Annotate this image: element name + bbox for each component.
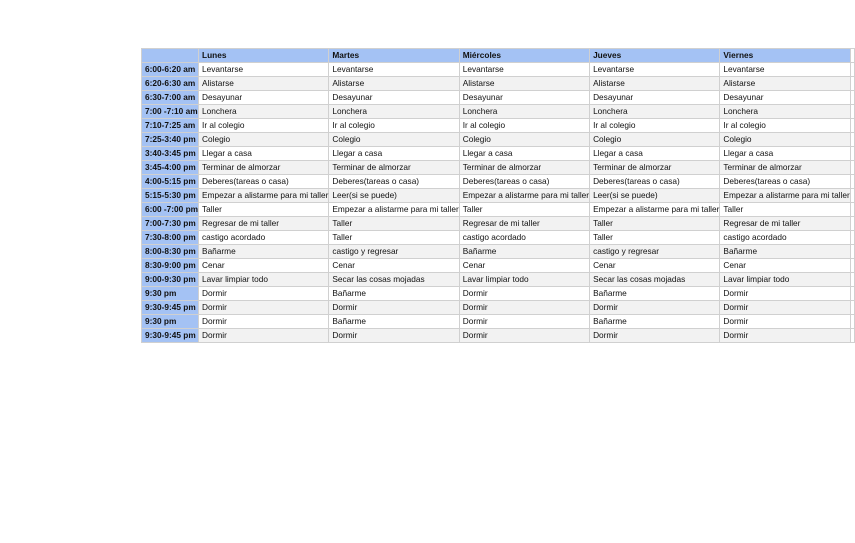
schedule-cell[interactable]: Ir al colegio [720, 119, 850, 133]
schedule-cell[interactable]: Colegio [590, 133, 720, 147]
empty-cell[interactable] [850, 105, 854, 119]
empty-header-cell[interactable] [850, 49, 854, 63]
empty-cell[interactable] [850, 63, 854, 77]
time-cell[interactable]: 9:30-9:45 pm [142, 301, 199, 315]
schedule-cell[interactable]: Llegar a casa [329, 147, 459, 161]
schedule-cell[interactable]: Dormir [199, 329, 329, 343]
schedule-cell[interactable]: Deberes(tareas o casa) [590, 175, 720, 189]
schedule-cell[interactable]: Dormir [459, 315, 589, 329]
schedule-cell[interactable]: Empezar a alistarme para mi taller [590, 203, 720, 217]
schedule-table [141, 48, 855, 343]
schedule-cell[interactable]: Dormir [459, 287, 589, 301]
schedule-cell[interactable]: Taller [329, 231, 459, 245]
time-cell[interactable]: 9:30-9:45 pm [142, 329, 199, 343]
schedule-cell[interactable]: Bañarme [720, 245, 850, 259]
schedule-cell[interactable]: Taller [329, 217, 459, 231]
table-row [142, 119, 855, 133]
schedule-cell[interactable]: Levantarse [199, 63, 329, 77]
time-cell[interactable]: 6:00 -7:00 pm [142, 203, 199, 217]
schedule-cell[interactable]: Dormir [329, 329, 459, 343]
time-cell[interactable]: 5:15-5:30 pm [142, 189, 199, 203]
schedule-cell[interactable]: Colegio [199, 133, 329, 147]
schedule-cell[interactable]: castigo y regresar [590, 245, 720, 259]
schedule-cell[interactable]: Alistarse [199, 77, 329, 91]
time-cell[interactable]: 7:00 -7:10 am [142, 105, 199, 119]
time-cell[interactable]: 6:00-6:20 am [142, 63, 199, 77]
table-row [142, 217, 855, 231]
schedule-cell[interactable]: Taller [590, 231, 720, 245]
empty-cell[interactable] [850, 175, 854, 189]
schedule-cell[interactable]: Levantarse [720, 63, 850, 77]
header-viernes[interactable]: Viernes [720, 49, 850, 63]
schedule-cell[interactable]: Llegar a casa [199, 147, 329, 161]
schedule-cell[interactable]: Desayunar [199, 91, 329, 105]
schedule-cell[interactable]: Levantarse [590, 63, 720, 77]
table-row [142, 77, 855, 91]
table-row [142, 259, 855, 273]
schedule-cell[interactable]: Llegar a casa [459, 147, 589, 161]
schedule-cell[interactable]: Lonchera [329, 105, 459, 119]
schedule-cell[interactable]: Lonchera [720, 105, 850, 119]
schedule-cell[interactable]: castigo acordado [720, 231, 850, 245]
schedule-cell[interactable]: Terminar de almorzar [590, 161, 720, 175]
schedule-cell[interactable]: Bañarme [590, 315, 720, 329]
empty-cell[interactable] [850, 91, 854, 105]
schedule-cell[interactable]: Llegar a casa [590, 147, 720, 161]
schedule-cell[interactable]: Lonchera [199, 105, 329, 119]
schedule-cell[interactable]: Dormir [199, 315, 329, 329]
time-cell[interactable]: 8:30-9:00 pm [142, 259, 199, 273]
schedule-cell[interactable]: Deberes(tareas o casa) [459, 175, 589, 189]
empty-cell[interactable] [850, 287, 854, 301]
time-cell[interactable]: 9:30 pm [142, 315, 199, 329]
empty-cell[interactable] [850, 301, 854, 315]
empty-cell[interactable] [850, 77, 854, 91]
table-row [142, 301, 855, 315]
schedule-cell[interactable]: Levantarse [329, 63, 459, 77]
schedule-cell[interactable]: Taller [590, 217, 720, 231]
schedule-cell[interactable]: Colegio [720, 133, 850, 147]
schedule-cell[interactable]: Empezar a alistarme para mi taller [459, 189, 589, 203]
schedule-cell[interactable]: Colegio [329, 133, 459, 147]
time-cell[interactable]: 9:30 pm [142, 287, 199, 301]
empty-cell[interactable] [850, 329, 854, 343]
empty-cell[interactable] [850, 161, 854, 175]
schedule-cell[interactable]: Desayunar [720, 91, 850, 105]
time-cell[interactable]: 8:00-8:30 pm [142, 245, 199, 259]
header-row [142, 49, 855, 63]
schedule-cell[interactable]: Deberes(tareas o casa) [329, 175, 459, 189]
empty-cell[interactable] [850, 259, 854, 273]
schedule-cell[interactable]: Cenar [459, 259, 589, 273]
schedule-cell[interactable]: Cenar [720, 259, 850, 273]
schedule-cell[interactable]: Lonchera [590, 105, 720, 119]
schedule-cell[interactable]: Terminar de almorzar [459, 161, 589, 175]
schedule-cell[interactable]: Terminar de almorzar [199, 161, 329, 175]
empty-cell[interactable] [850, 147, 854, 161]
schedule-cell[interactable]: Dormir [720, 287, 850, 301]
schedule-cell[interactable]: Dormir [459, 329, 589, 343]
table-row [142, 147, 855, 161]
table-row [142, 273, 855, 287]
table-row [142, 133, 855, 147]
schedule-cell[interactable]: Deberes(tareas o casa) [720, 175, 850, 189]
table-row [142, 91, 855, 105]
schedule-cell[interactable]: Ir al colegio [199, 119, 329, 133]
table-row [142, 161, 855, 175]
time-cell[interactable]: 7:25-3:40 pm [142, 133, 199, 147]
schedule-cell[interactable]: castigo acordado [459, 231, 589, 245]
schedule-cell[interactable]: Cenar [590, 259, 720, 273]
table-row [142, 245, 855, 259]
schedule-cell[interactable]: Dormir [199, 287, 329, 301]
schedule-cell[interactable]: Regresar de mi taller [720, 217, 850, 231]
time-cell[interactable]: 3:45-4:00 pm [142, 161, 199, 175]
schedule-cell[interactable]: castigo acordado [199, 231, 329, 245]
table-row [142, 63, 855, 77]
header-lunes[interactable]: Lunes [199, 49, 329, 63]
schedule-cell[interactable]: Bañarme [329, 287, 459, 301]
schedule-cell[interactable]: Desayunar [590, 91, 720, 105]
schedule-cell[interactable]: Leer(si se puede) [590, 189, 720, 203]
schedule-cell[interactable]: Dormir [720, 329, 850, 343]
schedule-cell[interactable]: Taller [720, 203, 850, 217]
schedule-cell[interactable]: Lavar limpiar todo [459, 273, 589, 287]
header-miercoles[interactable]: Miércoles [459, 49, 589, 63]
time-cell[interactable]: 7:10-7:25 am [142, 119, 199, 133]
time-cell[interactable]: 6:30-7:00 am [142, 91, 199, 105]
time-cell[interactable]: 3:40-3:45 pm [142, 147, 199, 161]
schedule-cell[interactable]: Cenar [329, 259, 459, 273]
schedule-cell[interactable]: Colegio [459, 133, 589, 147]
table-row [142, 203, 855, 217]
schedule-cell[interactable]: Bañarme [459, 245, 589, 259]
table-row [142, 175, 855, 189]
header-martes[interactable]: Martes [329, 49, 459, 63]
schedule-cell[interactable]: Taller [459, 203, 589, 217]
empty-cell[interactable] [850, 217, 854, 231]
table-row [142, 329, 855, 343]
schedule-cell[interactable]: Terminar de almorzar [329, 161, 459, 175]
schedule-cell[interactable]: Alistarse [720, 77, 850, 91]
empty-cell[interactable] [850, 315, 854, 329]
schedule-cell[interactable]: Bañarme [590, 287, 720, 301]
table-row [142, 189, 855, 203]
schedule-cell[interactable]: Lavar limpiar todo [720, 273, 850, 287]
schedule-cell[interactable]: Regresar de mi taller [459, 217, 589, 231]
schedule-cell[interactable]: Desayunar [329, 91, 459, 105]
empty-cell[interactable] [850, 203, 854, 217]
empty-cell[interactable] [850, 245, 854, 259]
schedule-cell[interactable]: Secar las cosas mojadas [329, 273, 459, 287]
schedule-cell[interactable]: Dormir [459, 301, 589, 315]
empty-cell[interactable] [850, 119, 854, 133]
schedule-cell[interactable]: Regresar de mi taller [199, 217, 329, 231]
table-row [142, 315, 855, 329]
schedule-cell[interactable]: Alistarse [329, 77, 459, 91]
time-cell[interactable]: 9:00-9:30 pm [142, 273, 199, 287]
schedule-cell[interactable]: Cenar [199, 259, 329, 273]
header-jueves[interactable]: Jueves [590, 49, 720, 63]
schedule-cell[interactable]: Leer(si se puede) [329, 189, 459, 203]
schedule-cell[interactable]: Dormir [720, 301, 850, 315]
schedule-cell[interactable]: Lonchera [459, 105, 589, 119]
table-row [142, 287, 855, 301]
corner-cell[interactable] [142, 49, 199, 63]
schedule-cell[interactable]: Empezar a alistarme para mi taller [329, 203, 459, 217]
schedule-cell[interactable]: Dormir [199, 301, 329, 315]
schedule-cell[interactable]: Ir al colegio [590, 119, 720, 133]
schedule-cell[interactable]: Terminar de almorzar [720, 161, 850, 175]
schedule-cell[interactable]: Alistarse [590, 77, 720, 91]
schedule-cell[interactable]: Ir al colegio [329, 119, 459, 133]
schedule-cell[interactable]: Bañarme [199, 245, 329, 259]
schedule-cell[interactable]: Ir al colegio [459, 119, 589, 133]
time-cell[interactable]: 6:20-6:30 am [142, 77, 199, 91]
schedule-cell[interactable]: Dormir [590, 329, 720, 343]
schedule-cell[interactable]: Dormir [720, 315, 850, 329]
schedule-cell[interactable]: castigo y regresar [329, 245, 459, 259]
schedule-cell[interactable]: Alistarse [459, 77, 589, 91]
empty-cell[interactable] [850, 189, 854, 203]
schedule-cell[interactable]: Levantarse [459, 63, 589, 77]
time-cell[interactable]: 7:30-8:00 pm [142, 231, 199, 245]
schedule-cell[interactable]: Dormir [590, 301, 720, 315]
schedule-cell[interactable]: Dormir [329, 301, 459, 315]
table-row [142, 231, 855, 245]
schedule-cell[interactable]: Lavar limpiar todo [199, 273, 329, 287]
schedule-cell[interactable]: Secar las cosas mojadas [590, 273, 720, 287]
table-row [142, 105, 855, 119]
schedule-cell[interactable]: Llegar a casa [720, 147, 850, 161]
empty-cell[interactable] [850, 133, 854, 147]
time-cell[interactable]: 7:00-7:30 pm [142, 217, 199, 231]
empty-cell[interactable] [850, 231, 854, 245]
empty-cell[interactable] [850, 273, 854, 287]
schedule-cell[interactable]: Taller [199, 203, 329, 217]
schedule-cell[interactable]: Bañarme [329, 315, 459, 329]
schedule-cell[interactable]: Desayunar [459, 91, 589, 105]
schedule-cell[interactable]: Empezar a alistarme para mi taller [720, 189, 850, 203]
time-cell[interactable]: 4:00-5:15 pm [142, 175, 199, 189]
schedule-cell[interactable]: Deberes(tareas o casa) [199, 175, 329, 189]
schedule-cell[interactable]: Empezar a alistarme para mi taller [199, 189, 329, 203]
